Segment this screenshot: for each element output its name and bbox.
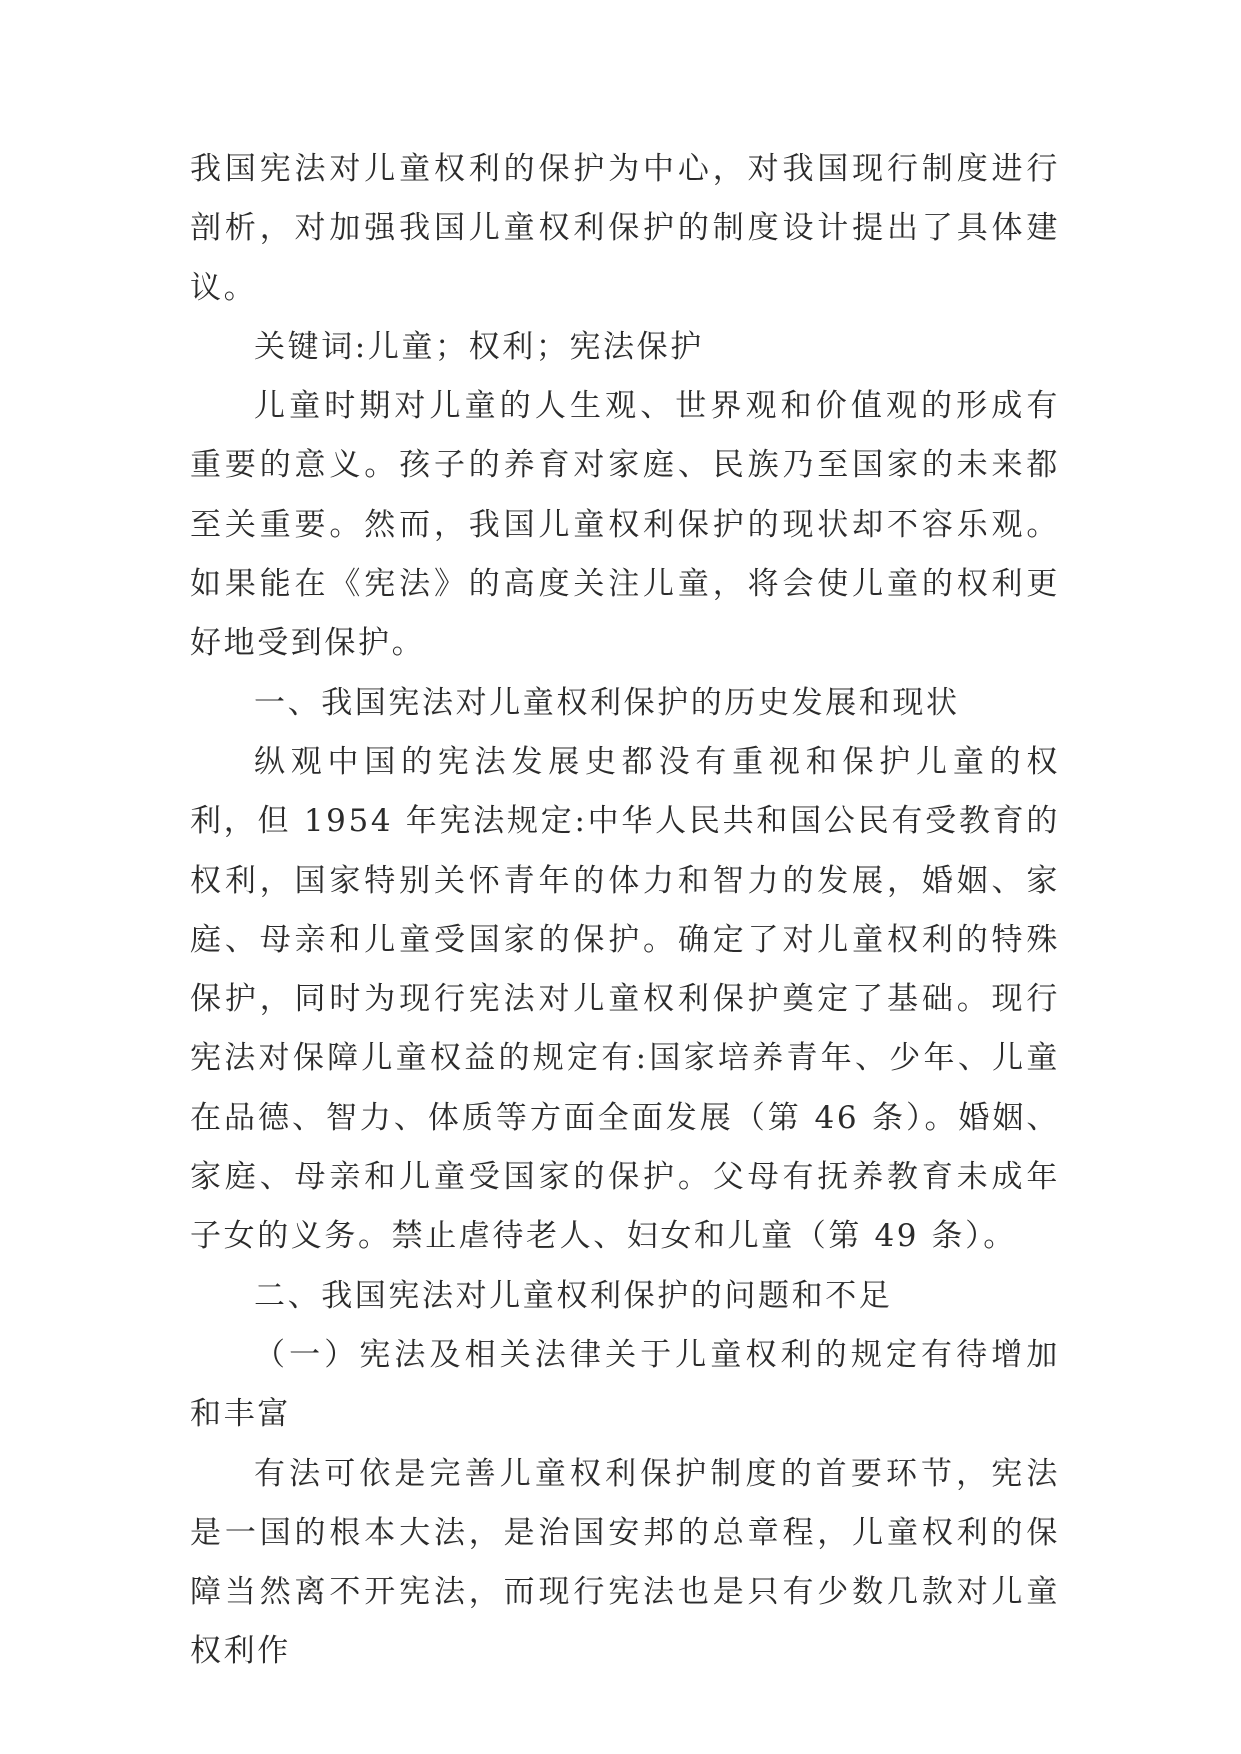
body-text [190, 140, 1060, 1682]
subsection-heading-1: （一）宪法及相关法律关于儿童权利的规定有待增加和丰富 [190, 1336, 1060, 1433]
paragraph-keywords: 关键词:儿童；权利；宪法保护 [254, 328, 704, 365]
paragraph-abstract-end: 我国宪法对儿童权利的保护为中心，对我国现行制度进行剖析，对加强我国儿童权利保护的制度设计提出了具体建议。 [190, 151, 1060, 306]
paragraph-legal-basis: 有法可依是完善儿童权利保护制度的首要环节，宪法是一国的根本大法，是治国安邦的总章程，儿童权利的保障当然离不开宪法，而现行宪法也是只有少数几款对儿童权利作 [190, 1455, 1060, 1670]
paragraph-introduction: 儿童时期对儿童的人生观、世界观和价值观的形成有重要的意义。孩子的养育对家庭、民族乃至国家的未来都至关重要。然而，我国儿童权利保护的现状却不容乐观。如果能在《宪法》的高度关注儿童，将会使儿童的权利更好地受到保护。 [190, 388, 1060, 662]
paragraph-history: 纵观中国的宪法发展史都没有重视和保护儿童的权利，但 1954 年宪法规定:中华人民共和国公民有受教育的权利，国家特别关怀青年的体力和智力的发展，婚姻、家庭、母亲和儿童受国家的保护。确定了对儿童权利的特殊保护，同时为现行宪法对儿童权利保护奠定了基础。现行宪法对保障儿童权益的规定有:国家培养青年、少年、儿童在品德、智力、体质等方面全面发展（第 46 条）。婚姻、家庭、母亲和儿童受国家的保护。父母有抚养教育未成年子女的义务。禁止虐待老人、妇女和儿童（第 49 条）。 [190, 743, 1060, 1255]
section-heading-1: 一、我国宪法对儿童权利保护的历史发展和现状 [254, 684, 960, 721]
section-heading-2: 二、我国宪法对儿童权利保护的问题和不足 [254, 1277, 893, 1314]
